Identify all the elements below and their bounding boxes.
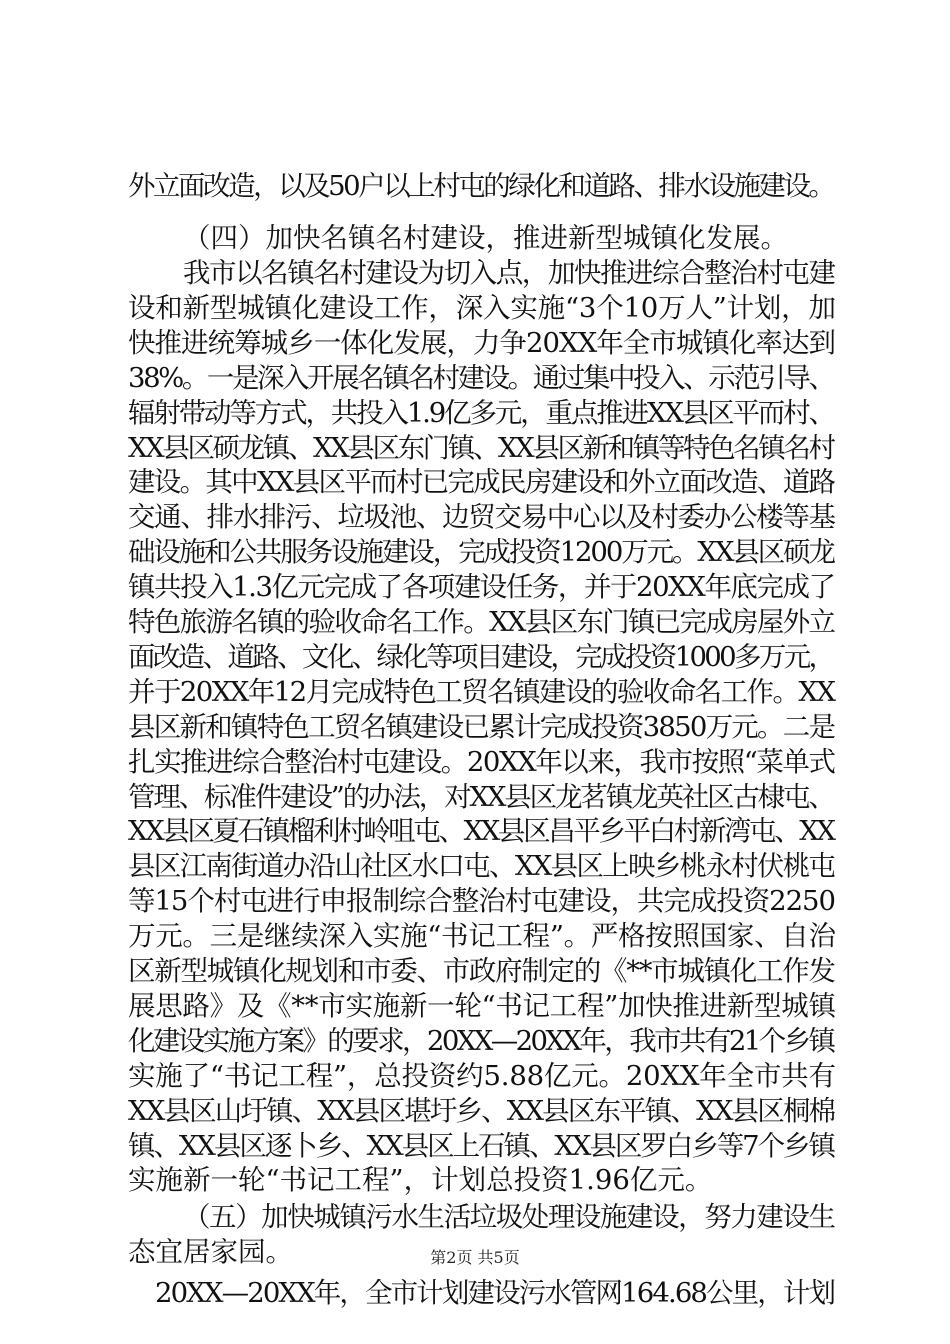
text-line: （四）加快名镇名村建设，推进新型城镇化发展。 bbox=[183, 222, 788, 254]
text-line: 我市以名镇名村建设为切入点，加快推进综合整治村屯建 bbox=[183, 257, 835, 289]
text-line: 态宜居家园。 bbox=[128, 1236, 293, 1269]
text-line: 设和新型城镇化建设工作，深入实施“3个10万人”计划，加 bbox=[128, 291, 836, 324]
text-line: 万元。三是继续深入实施“书记工程”。严格按照国家、自治 bbox=[128, 920, 836, 953]
text-line: 快推进统筹城乡一体化发展，力争20XX年全市城镇化率达到 bbox=[128, 326, 836, 359]
text-line: XX县区夏石镇榴利村岭咀屯、XX县区昌平乡平白村新湾屯、XX bbox=[128, 815, 834, 848]
text-line: XX县区山圩镇、XX县区堪圩乡、XX县区东平镇、XX县区桐棉 bbox=[128, 1094, 835, 1127]
text-line: 并于20XX年12月完成特色工贸名镇建设的验收命名工作。XX bbox=[128, 675, 835, 708]
text-line: 辐射带动等方式，共投入1.9亿多元，重点推进XX县区平而村、 bbox=[128, 396, 834, 429]
text-line: 展思路》及《**市实施新一轮“书记工程”加快推进新型城镇 bbox=[128, 989, 836, 1022]
text-line: 交通、排水排污、垃圾池、边贸交易中心以及村委办公楼等基 bbox=[128, 501, 835, 534]
text-line: 础设施和公共服务设施建设，完成投资1200万元。XX县区硕龙 bbox=[128, 536, 834, 569]
text-line: 县区新和镇特色工贸名镇建设已累计完成投资3850万元。二是 bbox=[128, 710, 835, 743]
text-line: 38%。一是深入开展名镇名村建设。通过集中投入、示范引导、 bbox=[128, 361, 834, 394]
text-line: 区新型城镇化规划和市委、市政府制定的《**市城镇化工作发 bbox=[128, 955, 835, 987]
text-line: （五）加快城镇污水生活垃圾处理设施建设，努力建设生 bbox=[183, 1201, 835, 1234]
text-line: 镇、XX县区逐卜乡、XX县区上石镇、XX县区罗白乡等7个乡镇 bbox=[128, 1129, 834, 1162]
text-line: 特色旅游名镇的验收命名工作。XX县区东门镇已完成房屋外立 bbox=[128, 606, 835, 638]
text-line: 扎实推进综合整治村屯建设。20XX年以来，我市按照“菜单式 bbox=[128, 745, 835, 778]
text-line: 镇共投入1.3亿元完成了各项建设任务，并于20XX年底完成了 bbox=[128, 571, 835, 604]
text-line: 管理、标准件建设”的办法，对XX县区龙茗镇龙英社区古棣屯、 bbox=[128, 780, 834, 813]
text-line: 等15个村屯进行申报制综合整治村屯建设，共完成投资2250 bbox=[128, 885, 835, 918]
text-line: 化建设实施方案》的要求，20XX—20XX年，我市共有21个乡镇 bbox=[128, 1024, 834, 1057]
text-line: 建设。其中XX县区平而村已完成民房建设和外立面改造、道路 bbox=[128, 466, 835, 499]
text-line: 外立面改造，以及50户以上村屯的绿化和道路、排水设施建设。 bbox=[128, 170, 834, 202]
page-footer: 第2页 共5页 bbox=[430, 1248, 520, 1267]
text-line: 面改造、道路、文化、绿化等项目建设，完成投资1000多万元， bbox=[128, 640, 834, 673]
text-line: 县区江南街道办沿山社区水口屯、XX县区上映乡桃永村伏桃屯 bbox=[128, 850, 835, 883]
text-line: XX县区硕龙镇、XX县区东门镇、XX县区新和镇等特色名镇名村 bbox=[128, 431, 834, 464]
text-line: 20XX—20XX年，全市计划建设污水管网164.68公里，计划 bbox=[155, 1277, 835, 1310]
text-line: 实施了“书记工程”，总投资约5.88亿元。20XX年全市共有 bbox=[128, 1059, 836, 1092]
text-line: 实施新一轮“书记工程”，计划总投资1.96亿元。 bbox=[128, 1164, 713, 1197]
